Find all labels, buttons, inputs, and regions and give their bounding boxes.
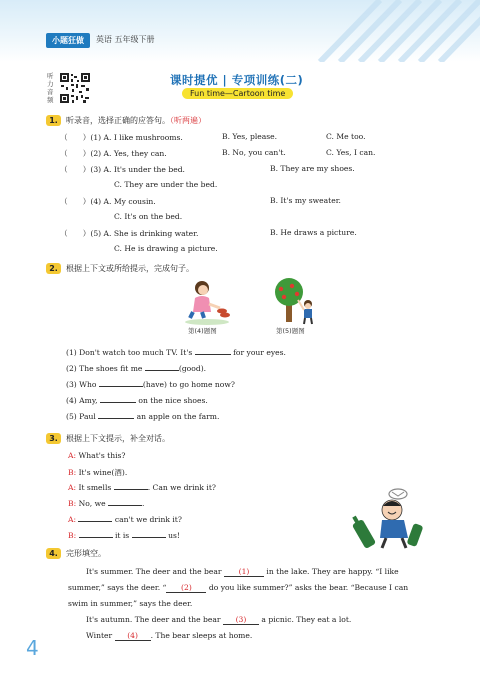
book-subject: 英语 五年级下册 <box>96 35 155 44</box>
audio-label: 听力音频 <box>47 72 54 104</box>
cloze-line-5: Winter (4) . The bear sleeps at home. <box>86 631 253 640</box>
section-2-number: 2. <box>46 263 61 274</box>
section-3-number: 3. <box>46 433 61 444</box>
cloze-blank-2[interactable]: (2) <box>166 583 206 593</box>
page-number: 4 <box>26 636 39 660</box>
section-1-number: 1. <box>46 115 61 126</box>
q3-option-a: （ ）(3) A. It's under the bed. <box>60 165 185 174</box>
q2-option-a: （ ）(2) A. Yes, they can. <box>60 149 167 158</box>
cloze-line-3: swim in summer,” says the deer. <box>68 599 193 608</box>
q2-option-c: C. Yes, I can. <box>326 148 376 157</box>
dialogue-line-1: A: What's this? <box>68 451 126 460</box>
answer-blank[interactable] <box>108 505 142 506</box>
girl-trying-shoes-illustration <box>182 278 232 326</box>
dialogue-line-4: B: No, we . <box>68 499 145 508</box>
dialogue-line-5: A: can't we drink it? <box>68 515 182 524</box>
answer-blank[interactable] <box>98 418 134 419</box>
answer-blank[interactable] <box>145 370 179 371</box>
page-title: 课时提优 | 专项训练(二) <box>170 73 304 87</box>
q2-option-b: B. No, you can't. <box>222 148 286 157</box>
answer-blank[interactable] <box>195 354 231 355</box>
q5-option-b: B. He draws a picture. <box>270 228 357 237</box>
cloze-line-1: It's summer. The deer and the bear (1) in the lake. They are happy. “I like <box>86 567 399 576</box>
series-badge: 小题狂做 <box>46 33 90 48</box>
section-4-heading: 完形填空。 <box>66 549 106 558</box>
answer-blank[interactable] <box>78 521 112 522</box>
boy-apple-tree-illustration <box>270 278 320 326</box>
cloze-blank-1[interactable]: (1) <box>224 567 264 577</box>
dialogue-line-2: B: It's wine(酒). <box>68 468 128 477</box>
answer-blank[interactable] <box>132 537 166 538</box>
q1-option-b: B. Yes, please. <box>222 132 278 141</box>
dialogue-line-6: B: it is us! <box>68 531 180 540</box>
q4-option-c: C. It's on the bed. <box>114 212 183 221</box>
answer-blank[interactable] <box>100 402 136 403</box>
section-2-heading: 根据上下文或所给提示，完成句子。 <box>66 264 194 273</box>
fill-sentence-2: (2) The shoes fit me (good). <box>66 364 207 373</box>
fill-sentence-4: (4) Amy, on the nice shoes. <box>66 396 208 405</box>
figure-5-caption: 第(5)题图 <box>276 327 305 335</box>
q5-option-a: （ ）(5) A. She is drinking water. <box>60 229 199 238</box>
answer-blank[interactable] <box>79 537 113 538</box>
section-4-number: 4. <box>46 548 61 559</box>
cloze-blank-3[interactable]: (3) <box>223 615 259 625</box>
q3-option-b: B. They are my shoes. <box>270 164 355 173</box>
answer-blank[interactable] <box>99 386 143 387</box>
header-decoration <box>280 0 480 62</box>
q3-option-c: C. They are under the bed. <box>114 180 218 189</box>
boy-with-wine-bottle-illustration <box>352 486 428 552</box>
cloze-line-2: summer,” says the deer. “ (2) do you like summer?” asks the bear. “Because I can <box>68 583 409 592</box>
fill-sentence-3: (3) Who (have) to go home now? <box>66 380 235 389</box>
dialogue-line-3: A: It smells . Can we drink it? <box>68 483 216 492</box>
section-3-heading: 根据上下文提示，补全对话。 <box>66 434 170 443</box>
cloze-line-4: It's autumn. The deer and the bear (3) a picnic. They eat a lot. <box>86 615 352 624</box>
page-subtitle: Fun time—Cartoon time <box>182 88 293 99</box>
answer-blank[interactable] <box>114 489 148 490</box>
q5-option-c: C. He is drawing a picture. <box>114 244 218 253</box>
figure-4-caption: 第(4)题图 <box>188 327 217 335</box>
cloze-blank-4[interactable]: (4) <box>115 631 151 641</box>
qr-code-icon[interactable] <box>59 72 91 104</box>
fill-sentence-1: (1) Don't watch too much TV. It's for your eyes. <box>66 348 286 357</box>
q1-option-a: （ ）(1) A. I like mushrooms. <box>60 133 183 142</box>
q4-option-a: （ ）(4) A. My cousin. <box>60 197 156 206</box>
fill-sentence-5: (5) Paul an apple on the farm. <box>66 412 220 421</box>
q1-option-c: C. Me too. <box>326 132 366 141</box>
q4-option-b: B. It's my sweater. <box>270 196 341 205</box>
section-1-heading: 听录音，选择正确的应答句。（听两遍） <box>66 116 206 125</box>
